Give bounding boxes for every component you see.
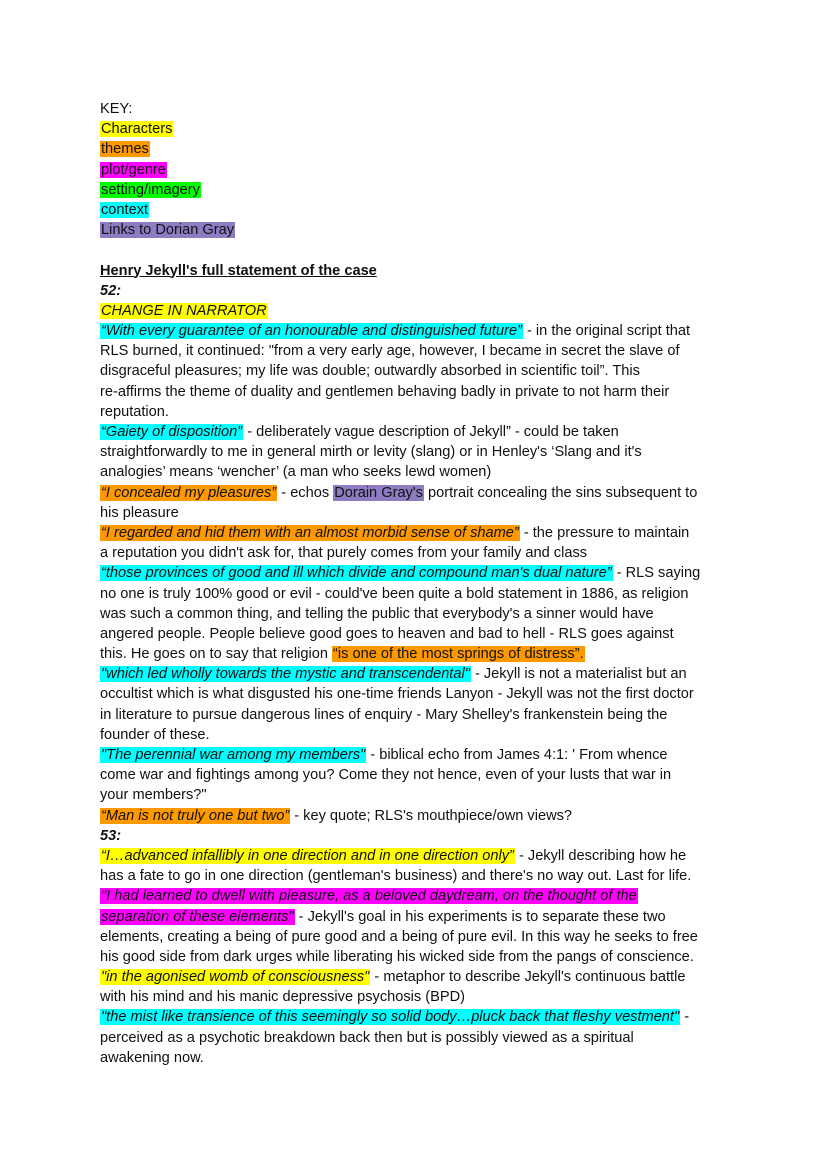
annotation-text: - xyxy=(680,1009,690,1026)
annotation-text: - echos xyxy=(277,484,334,501)
annotation-text: straightforwardly to me in general mirth or levity (slang) or in Henley's ‘Slang and it's xyxy=(100,444,642,461)
highlighted-quote: "in the agonised womb of consciousness" xyxy=(101,969,370,986)
key-item xyxy=(100,200,732,220)
annotation-text: analogies’ means ‘wencher’ (a man who seeks lewd women) xyxy=(100,464,492,481)
key-legend xyxy=(100,119,732,240)
text-line xyxy=(100,624,732,644)
key-item xyxy=(100,160,732,180)
annotation-text: - biblical echo from James 4:1: ' From whence xyxy=(366,747,668,763)
annotation-text: - Jekyll's goal in his experiments is to separate these two xyxy=(294,908,666,925)
text-line xyxy=(100,886,732,906)
document-body xyxy=(100,99,732,1068)
text-line xyxy=(100,584,732,604)
annotation-text: awakening now. xyxy=(100,1049,204,1066)
annotation-text: perceived as a psychotic breakdown back then but is possibly viewed as a spiritual xyxy=(100,1029,634,1046)
text-line xyxy=(100,402,732,422)
highlighted-quote: “Gaiety of disposition” xyxy=(101,424,243,440)
text-line xyxy=(100,543,732,563)
annotation-text: has a fate to go in one direction (gentleman's business) and there's no way out. Last for life. xyxy=(100,868,692,885)
annotation-text: with his mind and his manic depressive psychosis (BPD) xyxy=(100,989,465,1006)
key-item xyxy=(100,139,732,159)
annotation-text: was such a common thing, and telling the public that everybody's a sinner would have xyxy=(100,605,654,622)
annotation-text: reputation. xyxy=(100,403,169,420)
text-line xyxy=(100,664,732,684)
text-line xyxy=(100,1007,732,1027)
key-item-label: Characters xyxy=(101,121,173,138)
text-line xyxy=(100,846,732,866)
highlighted-quote: "The perennial war among my members" xyxy=(101,747,366,763)
annotation-text: re-affirms the theme of duality and gentlemen behaving badly in private to not harm their xyxy=(100,383,670,400)
text-line xyxy=(100,947,732,967)
text-line xyxy=(100,684,732,704)
text-line xyxy=(100,866,732,886)
annotation-text: founder of these. xyxy=(100,726,210,743)
text-line xyxy=(100,442,732,462)
key-item-label: Links to Dorian Gray xyxy=(101,222,235,239)
text-line xyxy=(100,745,732,765)
annotation-text: - in the original script that xyxy=(522,323,691,340)
highlighted-quote: “I concealed my pleasures” xyxy=(101,484,277,501)
highlighted-quote: Dorain Gray's xyxy=(334,484,423,501)
annotation-text: - Jekyll is not a materialist but an xyxy=(470,666,687,683)
text-line xyxy=(100,321,732,341)
highlighted-quote: “Man is not truly one but two” xyxy=(101,807,290,824)
text-line xyxy=(100,422,732,442)
annotation-text: - deliberately vague description of Jekyll” - could be taken xyxy=(243,424,619,440)
annotation-text: - RLS saying xyxy=(612,565,701,582)
annotation-text: his good side from dark urges while liberating his wicked side from the pangs of conscience. xyxy=(100,948,694,965)
text-line xyxy=(100,361,732,381)
text-line xyxy=(100,483,732,503)
text-line xyxy=(100,806,732,826)
text-line xyxy=(100,765,732,785)
text-line xyxy=(100,382,732,402)
text-line xyxy=(100,927,732,947)
annotation-text: RLS burned, it continued: "from a very early age, however, I became in secret the slave of xyxy=(100,343,680,360)
highlighted-quote: “I…advanced infallibly in one direction and in one direction only” xyxy=(101,847,514,864)
text-line xyxy=(100,725,732,745)
annotation-text: - metaphor to describe Jekyll's continuous battle xyxy=(370,969,686,986)
text-line xyxy=(100,563,732,583)
highlighted-quote: separation of these elements" xyxy=(101,908,294,925)
annotation-text: occultist which is what disgusted his one-time friends Lanyon - Jekyll was not the first doctor xyxy=(100,686,694,703)
key-heading: KEY: xyxy=(100,101,133,117)
text-line xyxy=(100,967,732,987)
text-line xyxy=(100,301,732,321)
annotation-text: no one is truly 100% good or evil - could've been quite a bold statement in 1886, as religion xyxy=(100,585,689,602)
text-line xyxy=(100,907,732,927)
section-title: Henry Jekyll's full statement of the case xyxy=(100,262,377,279)
highlighted-quote: “With every guarantee of an honourable and distinguished future” xyxy=(101,323,522,340)
annotation-text: his pleasure xyxy=(100,504,179,521)
text-line xyxy=(100,705,732,725)
highlighted-quote: “is one of the most springs of distress”. xyxy=(333,646,584,663)
key-item-label: plot/genre xyxy=(101,161,166,178)
text-line xyxy=(100,523,732,543)
annotation-text: - key quote; RLS's mouthpiece/own views? xyxy=(290,807,573,824)
annotation-text: your members?" xyxy=(100,787,207,804)
page-number: 52: xyxy=(100,282,122,299)
annotation-text: portrait concealing the sins subsequent to xyxy=(423,484,698,501)
annotation-text: - the pressure to maintain xyxy=(519,524,690,541)
annotation-text: come war and fightings among you? Come they not hence, even of your lusts that war in xyxy=(100,767,672,784)
key-item-label: themes xyxy=(101,141,149,158)
highlighted-quote: “those provinces of good and ill which divide and compound man's dual nature” xyxy=(101,565,612,582)
highlighted-quote: "I had learned to dwell with pleasure, as a beloved daydream, on the thought of the xyxy=(101,888,637,905)
annotation-text: disgraceful pleasures; my life was double; outwardly absorbed in scientific toil”. This xyxy=(100,363,640,380)
key-item xyxy=(100,220,732,240)
text-line xyxy=(100,987,732,1007)
text-line xyxy=(100,462,732,482)
text-line xyxy=(100,1028,732,1048)
key-item xyxy=(100,180,732,200)
annotation-text: this. He goes on to say that religion xyxy=(100,646,333,663)
highlighted-quote: "which led wholly towards the mystic and transcendental" xyxy=(101,666,470,683)
annotation-text: elements, creating a being of pure good and a being of pure evil. In this way he seeks to free xyxy=(100,928,698,945)
notes-lines xyxy=(100,281,732,1068)
text-line xyxy=(100,1048,732,1068)
highlighted-quote: CHANGE IN NARRATOR xyxy=(101,302,267,319)
text-line xyxy=(100,604,732,624)
key-item-label: setting/imagery xyxy=(101,181,200,198)
annotation-text: - Jekyll describing how he xyxy=(514,847,687,864)
text-line xyxy=(100,503,732,523)
text-line xyxy=(100,341,732,361)
annotation-text: a reputation you didn't ask for, that purely comes from your family and class xyxy=(100,545,588,562)
key-item-label: context xyxy=(101,201,149,218)
text-line xyxy=(100,785,732,805)
annotation-text: in literature to pursue dangerous lines of enquiry - Mary Shelley's frankenstein being the xyxy=(100,706,668,723)
highlighted-quote: “I regarded and hid them with an almost morbid sense of shame” xyxy=(101,524,519,541)
text-line xyxy=(100,644,732,664)
spacer xyxy=(100,240,732,260)
annotation-text: angered people. People believe good goes to heaven and bad to hell - RLS goes against xyxy=(100,625,674,642)
page-number: 53: xyxy=(100,827,122,844)
key-item xyxy=(100,119,732,139)
highlighted-quote: "the mist like transience of this seemingly so solid body…pluck back that fleshy vestment" xyxy=(101,1009,680,1026)
